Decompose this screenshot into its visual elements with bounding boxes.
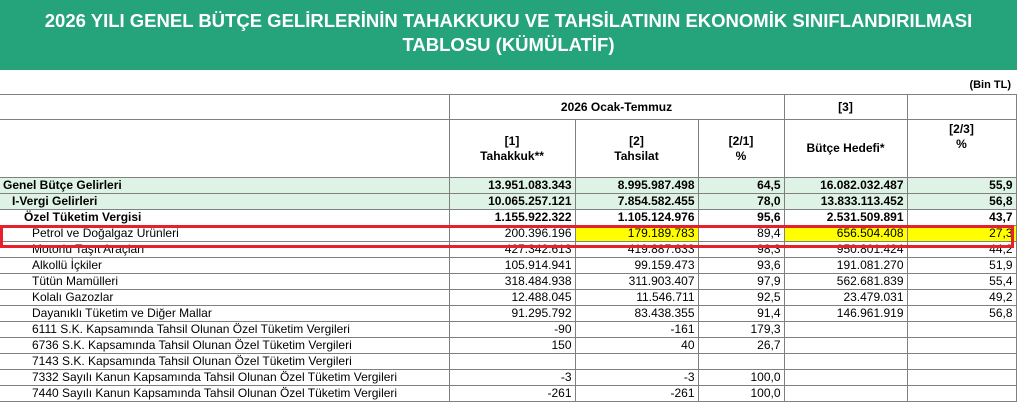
- row-label: Dayanıklı Tüketim ve Diğer Mallar: [0, 306, 449, 322]
- header-tahsilat: [575, 120, 698, 178]
- table-row: [0, 338, 1016, 354]
- cell-tahsilat: 7.854.582.455: [575, 194, 698, 210]
- header-col3-code: [3]: [784, 95, 907, 120]
- cell-hedef: 23.479.031: [784, 290, 907, 306]
- cell-tahakkuk: 91.295.792: [449, 306, 575, 322]
- cell-ratio21: 89,4: [698, 226, 784, 242]
- cell-tahakkuk: -261: [449, 386, 575, 402]
- cell-tahakkuk: 150: [449, 338, 575, 354]
- cell-ratio23: [907, 386, 1016, 402]
- cell-tahsilat: [575, 354, 698, 370]
- row-label: I-Vergi Gelirleri: [0, 194, 449, 210]
- row-label: Petrol ve Doğalgaz Ürünleri: [0, 226, 449, 242]
- cell-ratio23: 27,3: [907, 226, 1016, 242]
- cell-hedef: [784, 354, 907, 370]
- cell-ratio23: 55,4: [907, 274, 1016, 290]
- table-row: [0, 274, 1016, 290]
- cell-tahsilat: 8.995.987.498: [575, 178, 698, 194]
- cell-tahakkuk: 427.342.613: [449, 242, 575, 258]
- cell-tahsilat: 99.159.473: [575, 258, 698, 274]
- table-row: [0, 290, 1016, 306]
- row-label: Tütün Mamülleri: [0, 274, 449, 290]
- cell-tahsilat: 40: [575, 338, 698, 354]
- cell-ratio23: 49,2: [907, 290, 1016, 306]
- cell-ratio21: 95,6: [698, 210, 784, 226]
- cell-hedef: 950.801.424: [784, 242, 907, 258]
- cell-tahakkuk: 13.951.083.343: [449, 178, 575, 194]
- row-label: 7143 S.K. Kapsamında Tahsil Olunan Özel Tüketim Vergileri: [0, 354, 449, 370]
- table-row-highlighted: [0, 226, 1016, 242]
- cell-tahakkuk: 10.065.257.121: [449, 194, 575, 210]
- report-title-line2: TABLOSU (KÜMÜLATİF): [402, 34, 615, 55]
- cell-ratio21: 100,0: [698, 370, 784, 386]
- table-row: [0, 322, 1016, 338]
- table-row: [0, 354, 1016, 370]
- header-blank-label: [0, 120, 449, 178]
- cell-tahakkuk: -90: [449, 322, 575, 338]
- cell-hedef: [784, 370, 907, 386]
- cell-tahsilat: -261: [575, 386, 698, 402]
- cell-hedef: 562.681.839: [784, 274, 907, 290]
- cell-tahsilat: 11.546.711: [575, 290, 698, 306]
- header-ratio23: [907, 120, 1016, 178]
- cell-ratio23: [907, 354, 1016, 370]
- row-label: Genel Bütçe Gelirleri: [0, 178, 449, 194]
- cell-ratio21: [698, 354, 784, 370]
- header-col2-code: [2]: [629, 133, 644, 148]
- header-hedef: [784, 120, 907, 178]
- report-title-line1: 2026 YILI GENEL BÜTÇE GELİRLERİNİN TAHAKKUKU VE TAHSİLATININ EKONOMİK SINIFLANDIRILMASI: [44, 10, 973, 31]
- cell-ratio21: 98,3: [698, 242, 784, 258]
- header-col21-code: [2/1]: [728, 133, 754, 148]
- cell-tahsilat: 311.903.407: [575, 274, 698, 290]
- table-row: [0, 306, 1016, 322]
- cell-ratio21: 100,0: [698, 386, 784, 402]
- header-row-period: [0, 95, 1016, 120]
- header-col23-code: [2/3]: [949, 122, 974, 136]
- cell-hedef: 16.082.032.487: [784, 178, 907, 194]
- header-col21-label: %: [735, 148, 747, 163]
- row-label: 6111 S.K. Kapsamında Tahsil Olunan Özel Tüketim Vergileri: [0, 322, 449, 338]
- header-col1-label: Tahakkuk**: [480, 148, 544, 163]
- header-row-columns: [0, 120, 1016, 178]
- cell-tahakkuk: 200.396.196: [449, 226, 575, 242]
- cell-ratio23: [907, 322, 1016, 338]
- table-row: [0, 386, 1016, 402]
- cell-tahakkuk: 12.488.045: [449, 290, 575, 306]
- cell-hedef: 13.833.113.452: [784, 194, 907, 210]
- cell-tahsilat: 179.189.783: [575, 226, 698, 242]
- cell-ratio21: 92,5: [698, 290, 784, 306]
- table-row: [0, 242, 1016, 258]
- table-row: [0, 258, 1016, 274]
- row-label: Motorlu Taşıt Araçları: [0, 242, 449, 258]
- cell-hedef: 146.961.919: [784, 306, 907, 322]
- cell-ratio21: 179,3: [698, 322, 784, 338]
- cell-ratio23: 44,2: [907, 242, 1016, 258]
- cell-tahakkuk: 1.155.922.322: [449, 210, 575, 226]
- cell-tahsilat: 83.438.355: [575, 306, 698, 322]
- cell-tahsilat: -3: [575, 370, 698, 386]
- cell-ratio23: [907, 370, 1016, 386]
- row-label: 6736 S.K. Kapsamında Tahsil Olunan Özel Tüketim Vergileri: [0, 338, 449, 354]
- cell-hedef: [784, 338, 907, 354]
- cell-ratio21: 93,6: [698, 258, 784, 274]
- header-period: 2026 Ocak-Temmuz: [449, 95, 784, 120]
- cell-ratio23: [907, 338, 1016, 354]
- row-label: 7440 Sayılı Kanun Kapsamında Tahsil Olunan Özel Tüketim Vergileri: [0, 386, 449, 402]
- header-tahakkuk: [449, 120, 575, 178]
- cell-tahsilat: -161: [575, 322, 698, 338]
- table-row: [0, 194, 1016, 210]
- cell-hedef: [784, 322, 907, 338]
- cell-ratio21: 91,4: [698, 306, 784, 322]
- cell-tahakkuk: 105.914.941: [449, 258, 575, 274]
- cell-ratio21: 64,5: [698, 178, 784, 194]
- cell-tahsilat: 419.887.633: [575, 242, 698, 258]
- table-row: [0, 370, 1016, 386]
- row-label: 7332 Sayılı Kanun Kapsamında Tahsil Olunan Özel Tüketim Vergileri: [0, 370, 449, 386]
- table-row: [0, 178, 1016, 194]
- header-blank: [0, 95, 449, 120]
- header-col3-label: Bütçe Hedefi*: [806, 141, 885, 155]
- cell-ratio23: 55,9: [907, 178, 1016, 194]
- cell-tahsilat: 1.105.124.976: [575, 210, 698, 226]
- cell-tahakkuk: [449, 354, 575, 370]
- header-ratio21: [698, 120, 784, 178]
- header-col23-label: %: [956, 137, 967, 151]
- table-row: [0, 210, 1016, 226]
- budget-revenue-table: [0, 94, 1017, 402]
- header-col2-label: Tahsilat: [614, 148, 659, 163]
- cell-tahakkuk: -3: [449, 370, 575, 386]
- cell-ratio23: 43,7: [907, 210, 1016, 226]
- report-title-banner: [0, 0, 1017, 70]
- row-label: Özel Tüketim Vergisi: [0, 210, 449, 226]
- cell-ratio21: 97,9: [698, 274, 784, 290]
- cell-ratio21: 26,7: [698, 338, 784, 354]
- cell-hedef: [784, 386, 907, 402]
- cell-hedef: 191.081.270: [784, 258, 907, 274]
- cell-tahakkuk: 318.484.938: [449, 274, 575, 290]
- header-blank-right: [907, 95, 1016, 120]
- header-col1-code: [1]: [504, 133, 520, 148]
- cell-hedef: 2.531.509.891: [784, 210, 907, 226]
- cell-hedef: 656.504.408: [784, 226, 907, 242]
- cell-ratio21: 78,0: [698, 194, 784, 210]
- row-label: Kolalı Gazozlar: [0, 290, 449, 306]
- row-label: Alkollü İçkiler: [0, 258, 449, 274]
- cell-ratio23: 51,9: [907, 258, 1016, 274]
- cell-ratio23: 56,8: [907, 194, 1016, 210]
- cell-ratio23: 56,8: [907, 306, 1016, 322]
- unit-label: (Bin TL): [969, 79, 1011, 91]
